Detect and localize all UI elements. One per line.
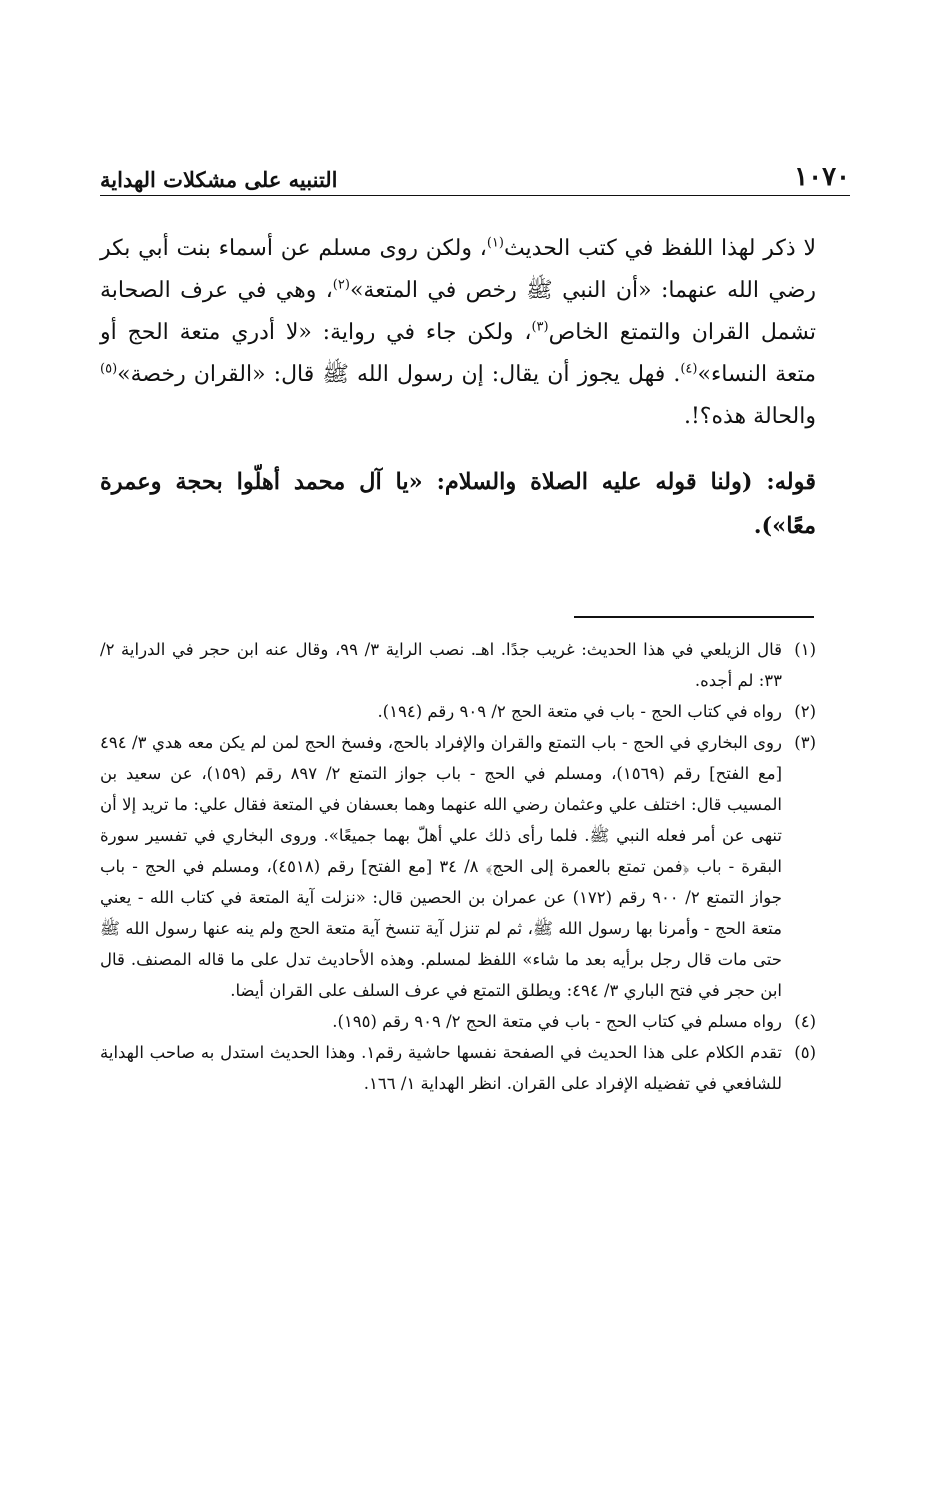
p1-segment-6: والحالة هذه؟!. [683,404,816,429]
footnote-3 [100,727,816,1006]
footnotes [100,634,816,1099]
header-rule [100,195,850,196]
footnote-number: (٣) [794,733,816,752]
footnote-marker-4[interactable]: (٤) [680,361,698,377]
footnote-separator [574,616,814,618]
p1-segment-1: لا ذكر لهذا اللفظ في كتب الحديث [503,236,816,261]
paragraph-2-quote: قوله: (ولنا قوله عليه الصلاة والسلام: «يا آل محمد أهلّوا بحجة وعمرة معًا»). [100,469,816,539]
footnote-marker-3[interactable]: (٣) [531,319,549,335]
footnote-marker-2[interactable]: (٢) [332,277,350,293]
footnote-text: تقدم الكلام على هذا الحديث في الصفحة نفسها حاشية رقم١. وهذا الحديث استدل به صاحب الهداية للشافعي في تفضيله الإفراد على القران. انظر الهداية ١/ ١٦٦. [100,1043,782,1093]
footnote-number: (٢) [794,702,816,721]
footnote-number: (٥) [794,1043,816,1062]
running-title: التنبيه على مشكلات الهداية [100,167,338,192]
footnote-number: (٤) [794,1012,816,1031]
paragraph-1 [100,228,816,438]
page-header [100,148,850,192]
footnote-text: رواه مسلم في كتاب الحج - باب في متعة الحج ٢/ ٩٠٩ رقم (١٩٥). [332,1012,782,1031]
p1-segment-3: ، وهي في عرف الصحابة تشمل القران والتمتع الخاص [100,278,816,345]
footnote-4 [100,1006,816,1037]
footnote-marker-1[interactable]: (١) [486,235,504,251]
p1-segment-4: ، ولكن جاء في رواية: «لا أدري متعة الحج أو متعة النساء» [100,320,816,387]
footnote-text: روى البخاري في الحج - باب التمتع والقران والإفراد بالحج، وفسخ الحج لمن لم يكن معه هدي ٣/ ٤٩٤ [مع الفتح] رقم (١٥٦٩)، ومسلم في الحج - باب جواز التمتع ٢/ ٨٩٧ رقم (١٥٩)، عن سعيد بن المسيب قال: اختلف علي وعثمان رضي الله عنهما وهما بعسفان في المتعة فقال علي: ما تريد إلا أن تنهى عن أمر فعله النبي ﷺ. فلما رأى ذلك علي أهلّ بهما جميعًا». وروى البخاري في تفسير سورة البقرة - باب ﴿فمن تمتع بالعمرة إلى الحج﴾ ٨/ ٣٤ [مع الفتح] رقم (٤٥١٨)، ومسلم في الحج - باب جواز التمتع ٢/ ٩٠٠ رقم (١٧٢) عن عمران بن الحصين قال: «نزلت آية المتعة في كتاب الله - يعني متعة الحج - وأمرنا بها رسول الله ﷺ، ثم لم تنزل آية تنسخ آية متعة الحج ولم ينه عنها رسول الله ﷺ حتى مات قال رجل برأيه بعد ما شاء» اللفظ لمسلم. وهذه الأحاديث تدل على ما قاله المصنف. قال ابن حجر في فتح الباري ٣/ ٤٩٤: ويطلق التمتع في عرف السلف على القران أيضا. [100,733,783,1000]
footnote-2 [100,696,816,727]
page-number: ١٠٧٠ [794,162,850,192]
footnote-number: (١) [794,640,816,659]
footnote-5 [100,1037,816,1099]
footnote-text: قال الزيلعي في هذا الحديث: غريب جدًا. اهـ. نصب الراية ٣/ ٩٩، وقال عنه ابن حجر في الدراية ٢/ ٣٣: لم أجده. [100,640,782,690]
main-text [100,228,816,548]
footnote-text: رواه في كتاب الحج - باب في متعة الحج ٢/ ٩٠٩ رقم (١٩٤). [377,702,782,721]
footnote-1 [100,634,816,696]
p1-segment-5: . فهل يجوز أن يقال: إن رسول الله ﷺ قال: «القران رخصة» [117,362,681,387]
p1-segment-2: ، ولكن روى مسلم عن أسماء بنت أبي بكر رضي الله عنهما: «أن النبي ﷺ رخص في المتعة» [100,236,816,303]
footnote-marker-5[interactable]: (٥) [100,361,118,377]
